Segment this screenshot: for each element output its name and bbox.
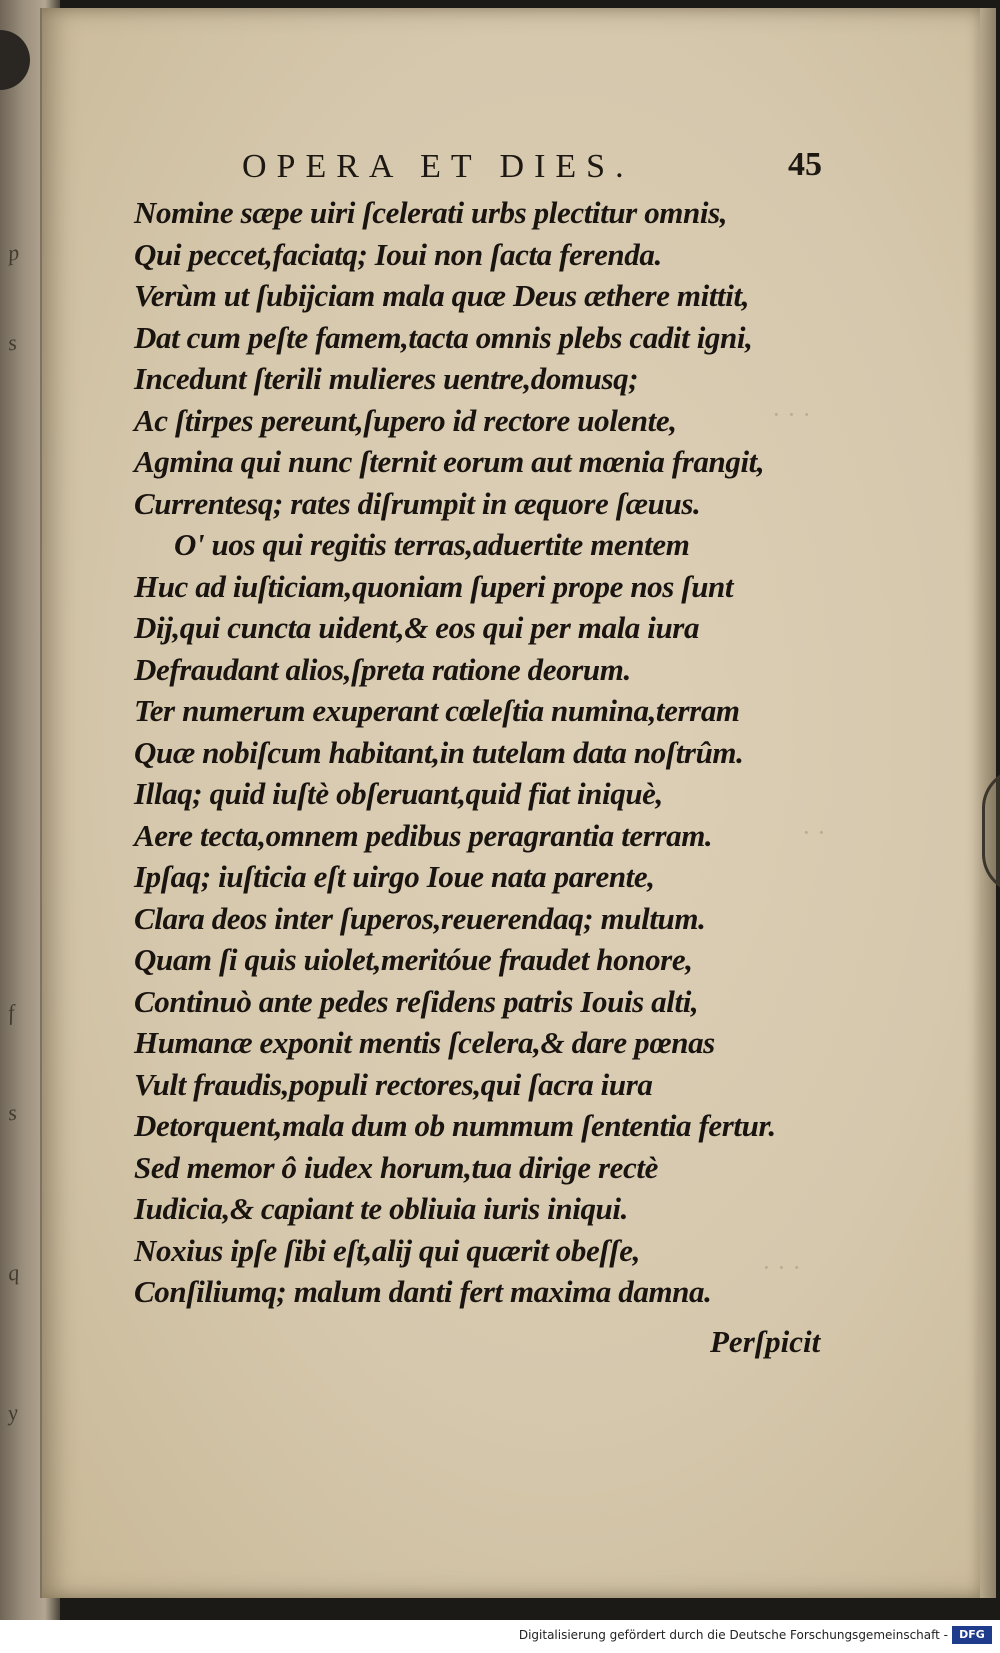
verse-line: Defraudant alios,ſpreta ratione deorum.	[134, 651, 631, 687]
verse-line: Qui peccet,faciatq; Ioui non ſacta ferenda.	[134, 236, 662, 272]
verse-line: Continuò ante pedes reſidens patris Iouis alti,	[134, 983, 699, 1019]
verse-line: Agmina qui nunc ſternit eorum aut mœnia frangit,	[134, 444, 765, 479]
digitization-footer	[0, 1620, 1000, 1653]
page-number: 45	[788, 146, 822, 183]
verse-line: Ter numerum exuperant cœleſtia numina,terram	[134, 693, 740, 728]
verse-line: Ac ſtirpes pereunt,ſupero id rectore uolente,	[134, 402, 677, 438]
verse-line: Dat cum peſte famem,tacta omnis plebs cadit igni,	[134, 319, 753, 355]
verse-line: Clara deos inter ſuperos,reuerendaq; multum.	[134, 900, 706, 936]
running-title: OPERA ET DIES.	[242, 148, 634, 185]
catchword: Perſpicit	[710, 1324, 821, 1359]
dfg-logo: DFG	[952, 1626, 992, 1644]
verse-block	[134, 192, 834, 1313]
show-through-mark: · · ·	[762, 1253, 801, 1282]
verse-line: Vult fraudis,populi rectores,qui ſacra iura	[134, 1066, 653, 1102]
verse-line: Detorquent,mala dum ob nummum ſententia fertur.	[134, 1108, 776, 1143]
verse-line: Humanæ exponit mentis ſcelera,& dare pœnas	[134, 1025, 715, 1060]
book-page	[40, 8, 984, 1598]
verse-line: Aere tecta,omnem pedibus peragrantia terram.	[134, 817, 713, 853]
verse-line: Incedunt ſterili mulieres uentre,domusq;	[134, 361, 639, 396]
verse-line: Sed memor ô iudex horum,tua dirige rectè	[134, 1149, 658, 1185]
show-through-mark: · ·	[802, 818, 826, 847]
funding-credit: Digitalisierung gefördert durch die Deutsche Forschungsgemeinschaft -	[518, 1628, 948, 1642]
verse-line: Iudicia,& capiant te obliuia iuris iniqui.	[134, 1191, 628, 1226]
show-through-mark: · · ·	[772, 400, 811, 429]
verse-line: Ipſaq; iuſticia eſt uirgo Ioue nata parente,	[134, 859, 655, 894]
verse-line: Nomine sæpe uiri ſcelerati urbs plectitur omnis,	[134, 195, 728, 230]
previous-page-marks: p s f s q y	[6, 239, 21, 1426]
verse-line: Dij,qui cuncta uident,& eos qui per mala iura	[134, 610, 700, 645]
verse-line: Conſiliumq; malum danti fert maxima damna.	[134, 1274, 712, 1309]
verse-line: Noxius ipſe ſibi eſt,alij qui quærit obeſſe,	[134, 1232, 640, 1268]
verse-line: Quam ſi quis uiolet,meritóue fraudet honore,	[134, 942, 693, 977]
verse-line: Verùm ut ſubijciam mala quæ Deus æthere mittit,	[134, 278, 750, 313]
verse-line: Currentesq; rates diſrumpit in æquore ſæuus.	[134, 485, 701, 521]
verse-line: Illaq; quid iuſtè obſeruant,quid fiat iniquè,	[134, 776, 663, 811]
verse-line: Huc ad iuſticiam,quoniam ſuperi prope nos ſunt	[134, 568, 734, 604]
verse-line: Quæ nobiſcum habitant,in tutelam data noſtrûm.	[134, 734, 744, 770]
verse-line: O' uos qui regitis terras,aduertite mentem	[174, 527, 690, 562]
page-header	[202, 148, 822, 188]
